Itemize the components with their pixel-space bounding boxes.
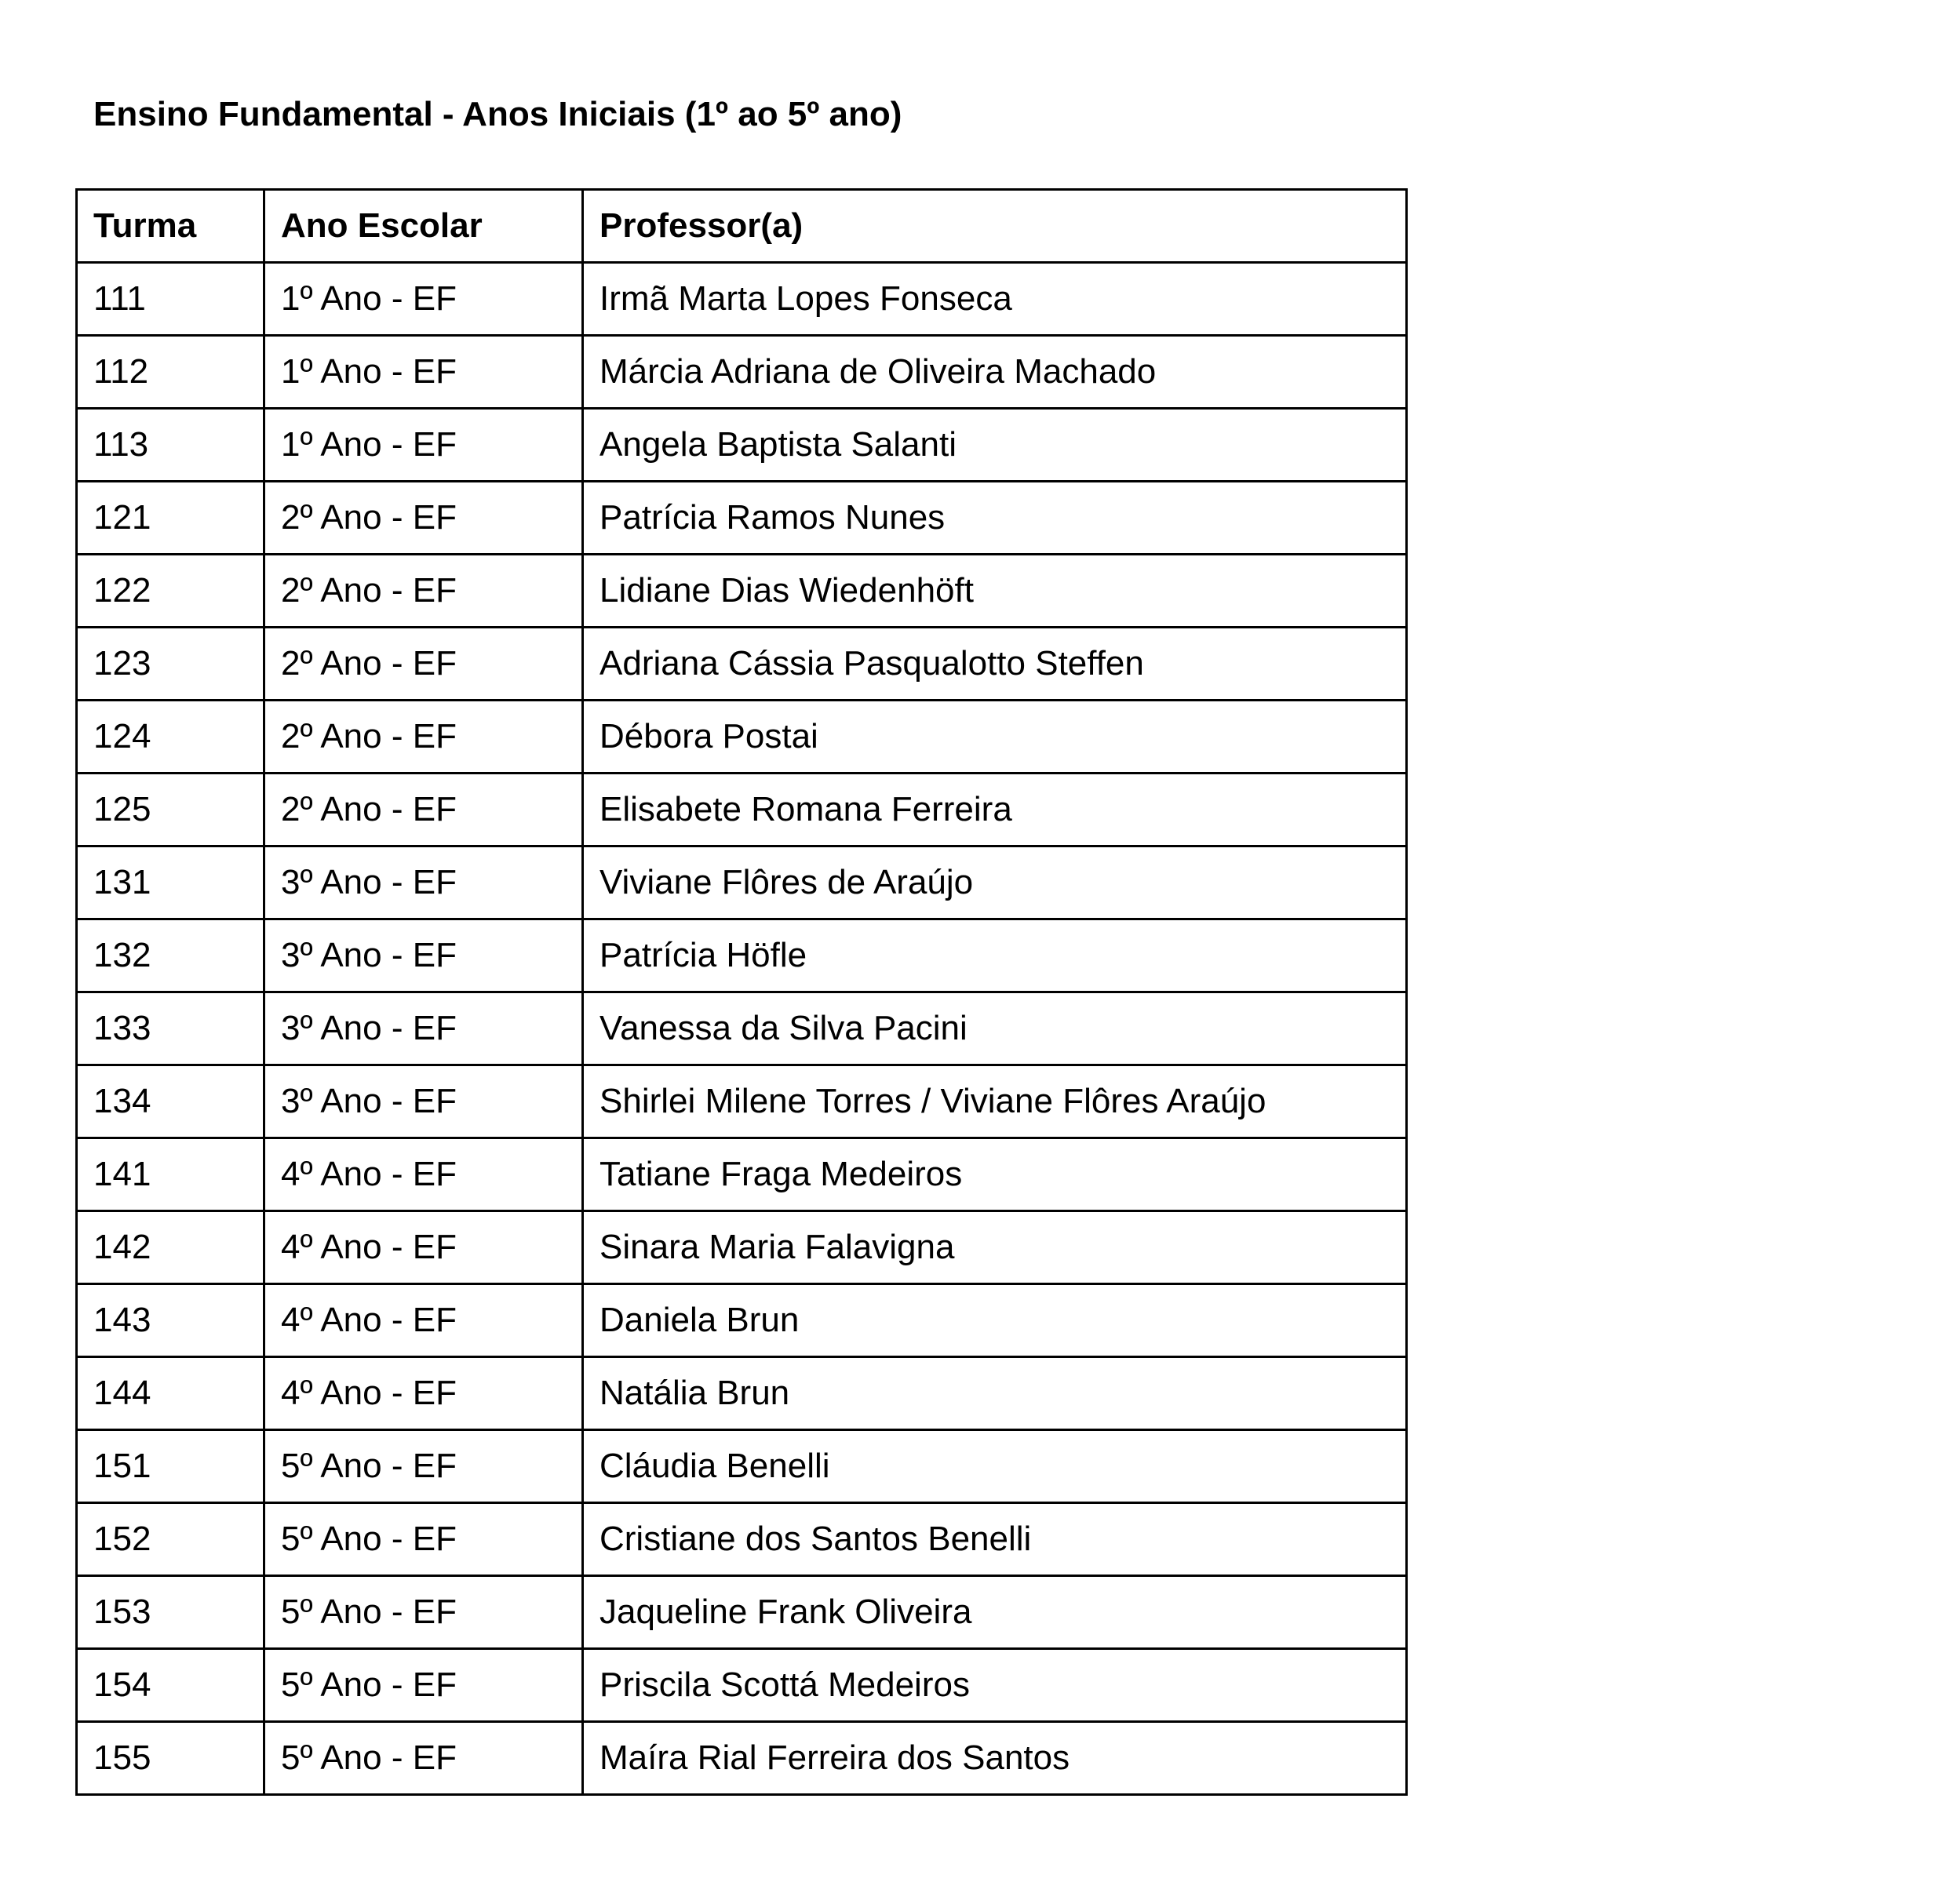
ano-escolar-cell: 5º Ano - EF bbox=[264, 1722, 583, 1795]
ano-escolar-cell: 3º Ano - EF bbox=[264, 846, 583, 919]
turma-cell: 142 bbox=[77, 1211, 264, 1284]
professor-cell: Sinara Maria Falavigna bbox=[583, 1211, 1407, 1284]
professor-cell: Angela Baptista Salanti bbox=[583, 409, 1407, 482]
ano-escolar-cell: 5º Ano - EF bbox=[264, 1649, 583, 1722]
table-row bbox=[77, 992, 1407, 1065]
table-row bbox=[77, 1138, 1407, 1211]
table-row bbox=[77, 1576, 1407, 1649]
turma-cell: 113 bbox=[77, 409, 264, 482]
professor-cell: Daniela Brun bbox=[583, 1284, 1407, 1357]
ano-escolar-cell: 2º Ano - EF bbox=[264, 482, 583, 555]
turma-cell: 121 bbox=[77, 482, 264, 555]
professor-cell: Débora Postai bbox=[583, 701, 1407, 774]
ano-escolar-cell: 1º Ano - EF bbox=[264, 263, 583, 336]
class-table bbox=[75, 188, 1408, 1796]
turma-cell: 155 bbox=[77, 1722, 264, 1795]
professor-cell: Irmã Marta Lopes Fonseca bbox=[583, 263, 1407, 336]
ano-escolar-cell: 3º Ano - EF bbox=[264, 919, 583, 992]
ano-escolar-cell: 4º Ano - EF bbox=[264, 1357, 583, 1430]
table-row bbox=[77, 482, 1407, 555]
turma-cell: 153 bbox=[77, 1576, 264, 1649]
table-row bbox=[77, 1430, 1407, 1503]
professor-cell: Lidiane Dias Wiedenhöft bbox=[583, 555, 1407, 628]
table-row bbox=[77, 919, 1407, 992]
ano-escolar-cell: 1º Ano - EF bbox=[264, 409, 583, 482]
turma-cell: 144 bbox=[77, 1357, 264, 1430]
table-row bbox=[77, 628, 1407, 701]
professor-cell: Vanessa da Silva Pacini bbox=[583, 992, 1407, 1065]
ano-escolar-cell: 2º Ano - EF bbox=[264, 701, 583, 774]
professor-cell: Viviane Flôres de Araújo bbox=[583, 846, 1407, 919]
turma-cell: 133 bbox=[77, 992, 264, 1065]
table-row bbox=[77, 1065, 1407, 1138]
turma-cell: 122 bbox=[77, 555, 264, 628]
ano-escolar-cell: 2º Ano - EF bbox=[264, 774, 583, 846]
turma-cell: 123 bbox=[77, 628, 264, 701]
table-row bbox=[77, 1503, 1407, 1576]
class-table-container bbox=[75, 188, 1408, 1796]
turma-cell: 131 bbox=[77, 846, 264, 919]
turma-cell: 141 bbox=[77, 1138, 264, 1211]
professor-cell: Tatiane Fraga Medeiros bbox=[583, 1138, 1407, 1211]
professor-cell: Patrícia Ramos Nunes bbox=[583, 482, 1407, 555]
ano-escolar-cell: 5º Ano - EF bbox=[264, 1503, 583, 1576]
professor-cell: Priscila Scottá Medeiros bbox=[583, 1649, 1407, 1722]
ano-escolar-cell: 5º Ano - EF bbox=[264, 1430, 583, 1503]
professor-cell: Maíra Rial Ferreira dos Santos bbox=[583, 1722, 1407, 1795]
professor-cell: Natália Brun bbox=[583, 1357, 1407, 1430]
turma-cell: 151 bbox=[77, 1430, 264, 1503]
column-header-turma: Turma bbox=[77, 190, 264, 263]
turma-cell: 125 bbox=[77, 774, 264, 846]
turma-cell: 112 bbox=[77, 336, 264, 409]
table-row bbox=[77, 409, 1407, 482]
table-row bbox=[77, 1649, 1407, 1722]
professor-cell: Cláudia Benelli bbox=[583, 1430, 1407, 1503]
professor-cell: Shirlei Milene Torres / Viviane Flôres Araújo bbox=[583, 1065, 1407, 1138]
turma-cell: 143 bbox=[77, 1284, 264, 1357]
professor-cell: Cristiane dos Santos Benelli bbox=[583, 1503, 1407, 1576]
ano-escolar-cell: 4º Ano - EF bbox=[264, 1138, 583, 1211]
column-header-ano-escolar: Ano Escolar bbox=[264, 190, 583, 263]
table-row bbox=[77, 846, 1407, 919]
ano-escolar-cell: 1º Ano - EF bbox=[264, 336, 583, 409]
turma-cell: 111 bbox=[77, 263, 264, 336]
table-row bbox=[77, 701, 1407, 774]
ano-escolar-cell: 2º Ano - EF bbox=[264, 628, 583, 701]
table-row bbox=[77, 336, 1407, 409]
ano-escolar-cell: 3º Ano - EF bbox=[264, 1065, 583, 1138]
table-header-row bbox=[77, 190, 1407, 263]
professor-cell: Adriana Cássia Pasqualotto Steffen bbox=[583, 628, 1407, 701]
turma-cell: 132 bbox=[77, 919, 264, 992]
table-row bbox=[77, 1284, 1407, 1357]
table-row bbox=[77, 1211, 1407, 1284]
ano-escolar-cell: 2º Ano - EF bbox=[264, 555, 583, 628]
table-body bbox=[77, 263, 1407, 1795]
table-row bbox=[77, 1357, 1407, 1430]
ano-escolar-cell: 4º Ano - EF bbox=[264, 1211, 583, 1284]
table-header bbox=[77, 190, 1407, 263]
professor-cell: Márcia Adriana de Oliveira Machado bbox=[583, 336, 1407, 409]
table-row bbox=[77, 555, 1407, 628]
ano-escolar-cell: 5º Ano - EF bbox=[264, 1576, 583, 1649]
professor-cell: Elisabete Romana Ferreira bbox=[583, 774, 1407, 846]
turma-cell: 124 bbox=[77, 701, 264, 774]
turma-cell: 152 bbox=[77, 1503, 264, 1576]
ano-escolar-cell: 4º Ano - EF bbox=[264, 1284, 583, 1357]
ano-escolar-cell: 3º Ano - EF bbox=[264, 992, 583, 1065]
table-row bbox=[77, 774, 1407, 846]
table-row bbox=[77, 263, 1407, 336]
turma-cell: 154 bbox=[77, 1649, 264, 1722]
turma-cell: 134 bbox=[77, 1065, 264, 1138]
professor-cell: Jaqueline Frank Oliveira bbox=[583, 1576, 1407, 1649]
page-title: Ensino Fundamental - Anos Iniciais (1º ao 5º ano) bbox=[93, 95, 902, 133]
professor-cell: Patrícia Höfle bbox=[583, 919, 1407, 992]
column-header-professor: Professor(a) bbox=[583, 190, 1407, 263]
table-row bbox=[77, 1722, 1407, 1795]
